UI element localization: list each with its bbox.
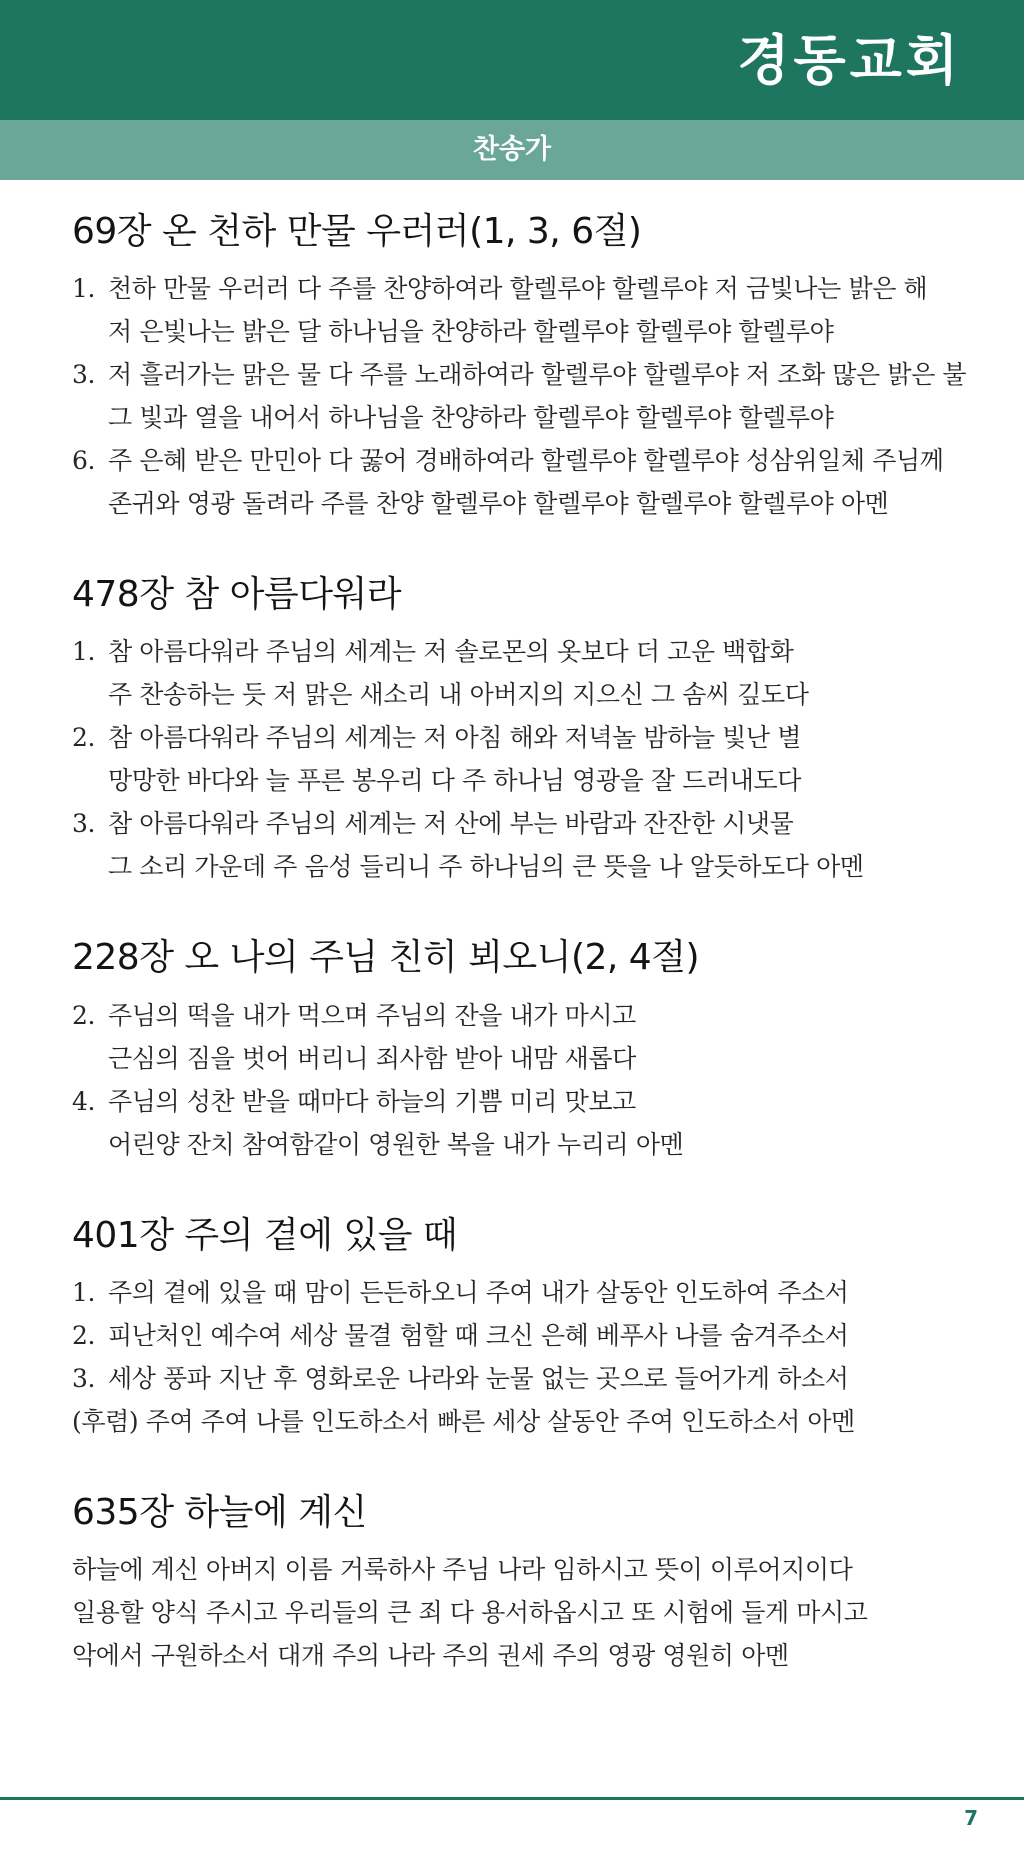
hymn-title: 635장 하늘에 계신 [72,1491,367,1533]
verse-line: 참 아름다워라 주님의 세계는 저 아침 해와 저녁놀 밤하늘 빛난 별 [108,723,801,753]
verse-line: 주님의 성찬 받을 때마다 하늘의 기쁨 미리 맛보고 [108,1086,636,1116]
hymn-title: 401장 주의 곁에 있을 때 [72,1214,458,1256]
verse-number: 3. [72,809,96,839]
verse [72,802,972,888]
verse-line: 주님의 떡을 내가 먹으며 주님의 잔을 내가 마시고 [108,1000,636,1030]
verse-text [108,716,972,802]
verse-text [108,1314,972,1357]
verse [72,1357,972,1400]
verse-line: 세상 풍파 지난 후 영화로운 나라와 눈물 없는 곳으로 들어가게 하소서 [108,1363,849,1393]
verse-number: 3. [72,1363,96,1393]
lyric-line: 하늘에 계신 아버지 이름 거룩하사 주님 나라 임하시고 뜻이 이루어지이다 [72,1554,853,1584]
verse [72,630,972,716]
verse-text [108,353,972,439]
verse [72,1080,972,1166]
verse [72,267,972,353]
verse-line: 저 흘러가는 맑은 물 다 주를 노래하여라 할렐루야 할렐루야 저 조화 많은 밝은 불 [108,360,967,390]
verse-text [108,439,972,525]
hymn-228 [72,936,972,1165]
page-number: 7 [964,1806,978,1830]
verse-line: 존귀와 영광 돌려라 주를 찬양 할렐루야 할렐루야 할렐루야 할렐루야 아멘 [108,489,889,519]
verse [72,353,972,439]
verse-number: 2. [72,723,96,753]
verse-line: 피난처인 예수여 세상 물결 험할 때 크신 은혜 베푸사 나를 숨겨주소서 [108,1320,849,1350]
verse-line: 주 찬송하는 듯 저 맑은 새소리 내 아버지의 지으신 그 솜씨 깊도다 [108,680,809,710]
hymn-401 [72,1214,972,1443]
hymn-69 [72,210,972,525]
verse-line: 참 아름다워라 주님의 세계는 저 솔로몬의 옷보다 더 고운 백합화 [108,637,794,667]
church-logo: 경동교회 [737,29,962,92]
verse-line: 그 소리 가운데 주 음성 들리니 주 하나님의 큰 뜻을 나 알듯하도다 아멘 [108,852,864,882]
verse-line: 어린양 잔치 참여함같이 영원한 복을 내가 누리리 아멘 [108,1129,684,1159]
verse-text [108,1080,972,1166]
verse-text [108,1357,972,1400]
verse-line: 근심의 짐을 벗어 버리니 죄사함 받아 내맘 새롭다 [108,1043,636,1073]
verse-line: 그 빛과 열을 내어서 하나님을 찬양하라 할렐루야 할렐루야 할렐루야 [108,403,834,433]
verse [72,994,972,1080]
verse-line: 주 은혜 받은 만민아 다 꿇어 경배하여라 할렐루야 할렐루야 성삼위일체 주님께 [108,446,944,476]
verse-number: 4. [72,1086,96,1116]
refrain-line: (후렴) 주여 주여 나를 인도하소서 빠른 세상 살동안 주여 인도하소서 아멘 [72,1406,855,1436]
hymn-title: 478장 참 아름다워라 [72,574,402,616]
verse [72,439,972,525]
verse-number: 2. [72,1000,96,1030]
verse-number: 1. [72,1277,96,1307]
verse-number: 1. [72,274,96,304]
verse-text [108,267,972,353]
verse-text [108,630,972,716]
verse-text [108,802,972,888]
verse-number: 6. [72,446,96,476]
verse-line: 참 아름다워라 주님의 세계는 저 산에 부는 바람과 잔잔한 시냇물 [108,809,794,839]
hymn-title: 69장 온 천하 만물 우러러(1, 3, 6절) [72,211,642,252]
hymn-title: 228장 오 나의 주님 친히 뵈오니(2, 4절) [72,937,700,979]
verse-text [108,1271,972,1314]
verse [72,1271,972,1314]
section-band [0,120,1024,180]
verse-number: 3. [72,360,96,390]
hymn-list [72,210,972,1677]
verse [72,1314,972,1357]
verse-line: 저 은빛나는 밝은 달 하나님을 찬양하라 할렐루야 할렐루야 할렐루야 [108,317,834,347]
verse-line: 망망한 바다와 늘 푸른 봉우리 다 주 하나님 영광을 잘 드러내도다 [108,766,801,796]
footer-divider [0,1797,1024,1800]
section-title: 찬송가 [472,134,552,165]
verse-line: 천하 만물 우러러 다 주를 찬양하여라 할렐루야 할렐루야 저 금빛나는 밝은 해 [108,274,928,304]
verse-number: 1. [72,637,96,667]
hymn-635 [72,1491,972,1677]
verse-line: 주의 곁에 있을 때 맘이 든든하오니 주여 내가 살동안 인도하여 주소서 [108,1277,849,1307]
verse-text [108,994,972,1080]
lyric-line: 일용할 양식 주시고 우리들의 큰 죄 다 용서하옵시고 또 시험에 들게 마시고 [72,1597,868,1627]
lyric-line: 악에서 구원하소서 대개 주의 나라 주의 권세 주의 영광 영원히 아멘 [72,1640,789,1670]
hymn-478 [72,573,972,888]
header-band [0,0,1024,120]
verse-number: 2. [72,1320,96,1350]
verse [72,716,972,802]
